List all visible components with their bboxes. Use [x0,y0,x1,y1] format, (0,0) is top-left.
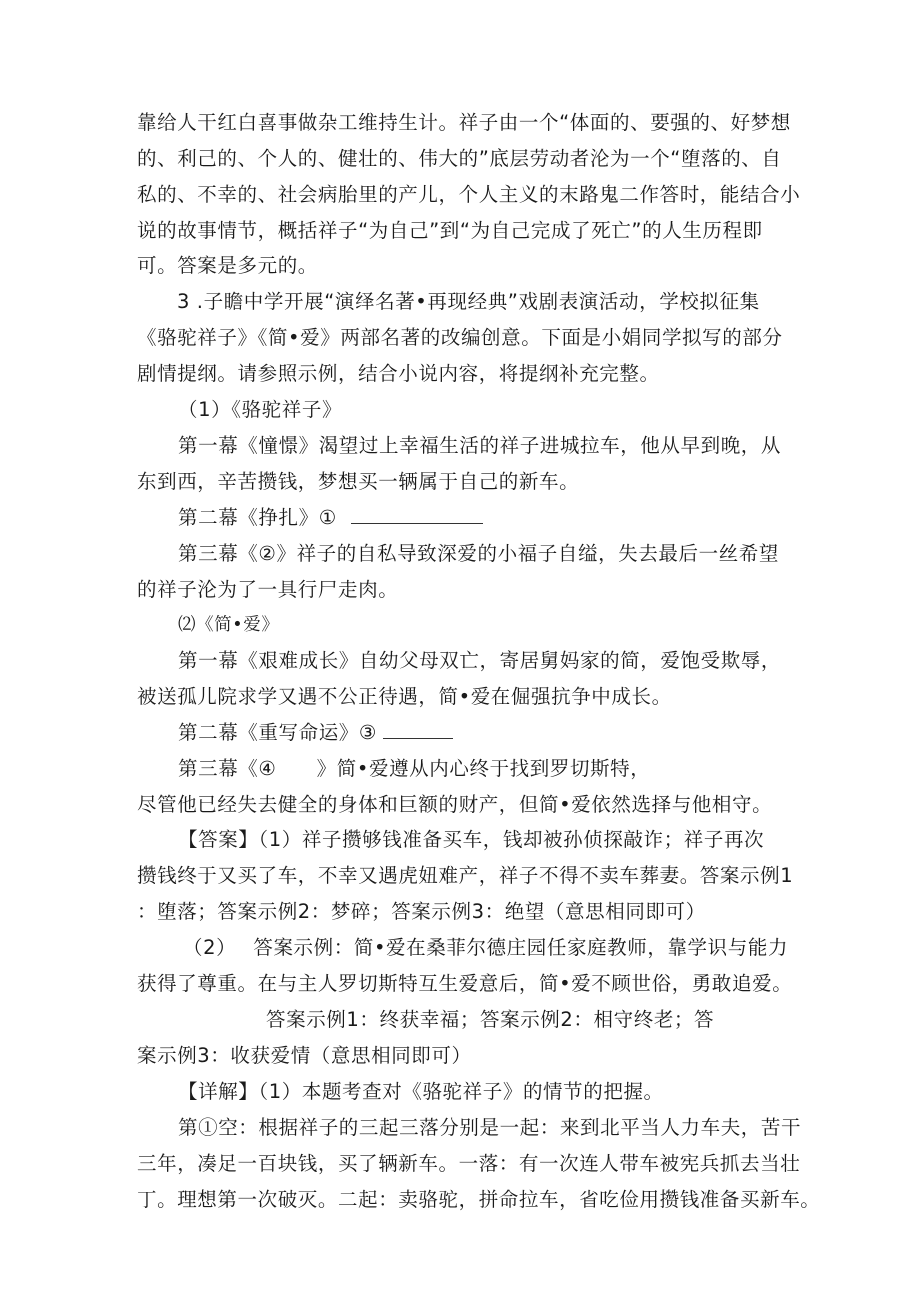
text-line: 第一幕《艰难成长》自幼父母双亡，寄居舅妈家的简，爱饱受欺辱， [178,649,782,672]
text-line: 获得了尊重。在与主人罗切斯特互生爱意后，简•爱不顾世俗，勇敢追爱。 [137,972,793,995]
text-line: 私的、不幸的、社会病胎里的产儿，个人主义的末路鬼二作答时，能结合小 [137,183,801,206]
text-line: 《骆驼祥子》《简•爱》两部名著的改编创意。下面是小娟同学拟写的部分 [137,326,783,349]
text-line: 剧情提纲。请参照示例，结合小说内容，将提纲补充完整。 [137,362,660,385]
text-line: 三年，凑足一百块钱，买了辆新车。一落：有一次连人带车被宪兵抓去当壮 [137,1152,801,1175]
text-line: 说的故事情节，概括祥子“为自己”到“为自己完成了死亡”的人生历程即 [137,219,763,242]
text-line: 第一幕《憧憬》渴望过上幸福生活的祥子进城拉车，他从早到晚，从 [178,434,782,457]
act-label: 第二幕《挣扎》① [178,506,337,529]
text-line: 案示例3：收获爱情（意思相同即可） [137,1044,472,1067]
answer-blank-3 [383,720,453,739]
text-line: 被送孤儿院求学又遇不公正待遇，简•爱在倔强抗争中成长。 [137,685,672,708]
question-stem: 3 .子瞻中学开展“演绎名著•再现经典”戏剧表演活动，学校拟征集 [177,290,760,313]
detail-heading: 【详解】（1）本题考查对《骆驼祥子》的情节的把握。 [178,1080,664,1103]
text-line: 的、利己的、个人的、健壮的、伟大的”底层劳动者沦为一个“堕落的、自 [137,147,782,170]
text-line: 第三幕《④ 》简•爱遵从内心终于找到罗切斯特， [178,757,651,780]
sub-heading: （1）《骆驼祥子》 [178,398,343,421]
answer-blank-1 [351,505,483,524]
text-line: 的祥子沦为了一具行尸走肉。 [137,578,399,601]
text-line: 靠给人干红白喜事做杂工维持生计。祥子由一个“体面的、要强的、好梦想 [137,111,791,134]
text-line: 攒钱终于又买了车，不幸又遇虎妞难产，祥子不得不卖车葬妻。答案示例1 [137,864,794,887]
answer-heading: 【答案】（1）祥子攒够钱准备买车，钱却被孙侦探敲诈；祥子再次 [178,828,765,851]
text-line [178,720,453,746]
text-line: 尽管他已经失去健全的身体和巨额的财产，但简•爱依然选择与他相守。 [137,793,773,816]
text-line [178,505,483,531]
act-label: 第二幕《重写命运》③ [178,721,377,744]
sub-heading: ⑵《简•爱》 [178,615,280,635]
text-line: 第①空：根据祥子的三起三落分别是一起：来到北平当人力车夫，苦干 [178,1116,802,1139]
text-line: 答案示例1：终获幸福；答案示例2：相守终老；答 [266,1008,715,1031]
text-line: 可。答案是多元的。 [137,254,318,277]
text-line: （2） 答案示例：简•爱在桑菲尔德庄园任家庭教师，靠学识与能力 [183,936,789,959]
text-line: 第三幕《②》祥子的自私导致深爱的小福子自缢，失去最后一丝希望 [178,542,779,565]
text-line: ：堕落；答案示例2：梦碎；答案示例3：绝望（意思相同即可） [137,900,706,923]
text-line: 东到西，辛苦攒钱，梦想买一辆属于自己的新车。 [137,470,580,493]
text-line: 丁。理想第一次破灭。二起：卖骆驼，拼命拉车，省吃俭用攒钱准备买新车。 [137,1188,821,1211]
